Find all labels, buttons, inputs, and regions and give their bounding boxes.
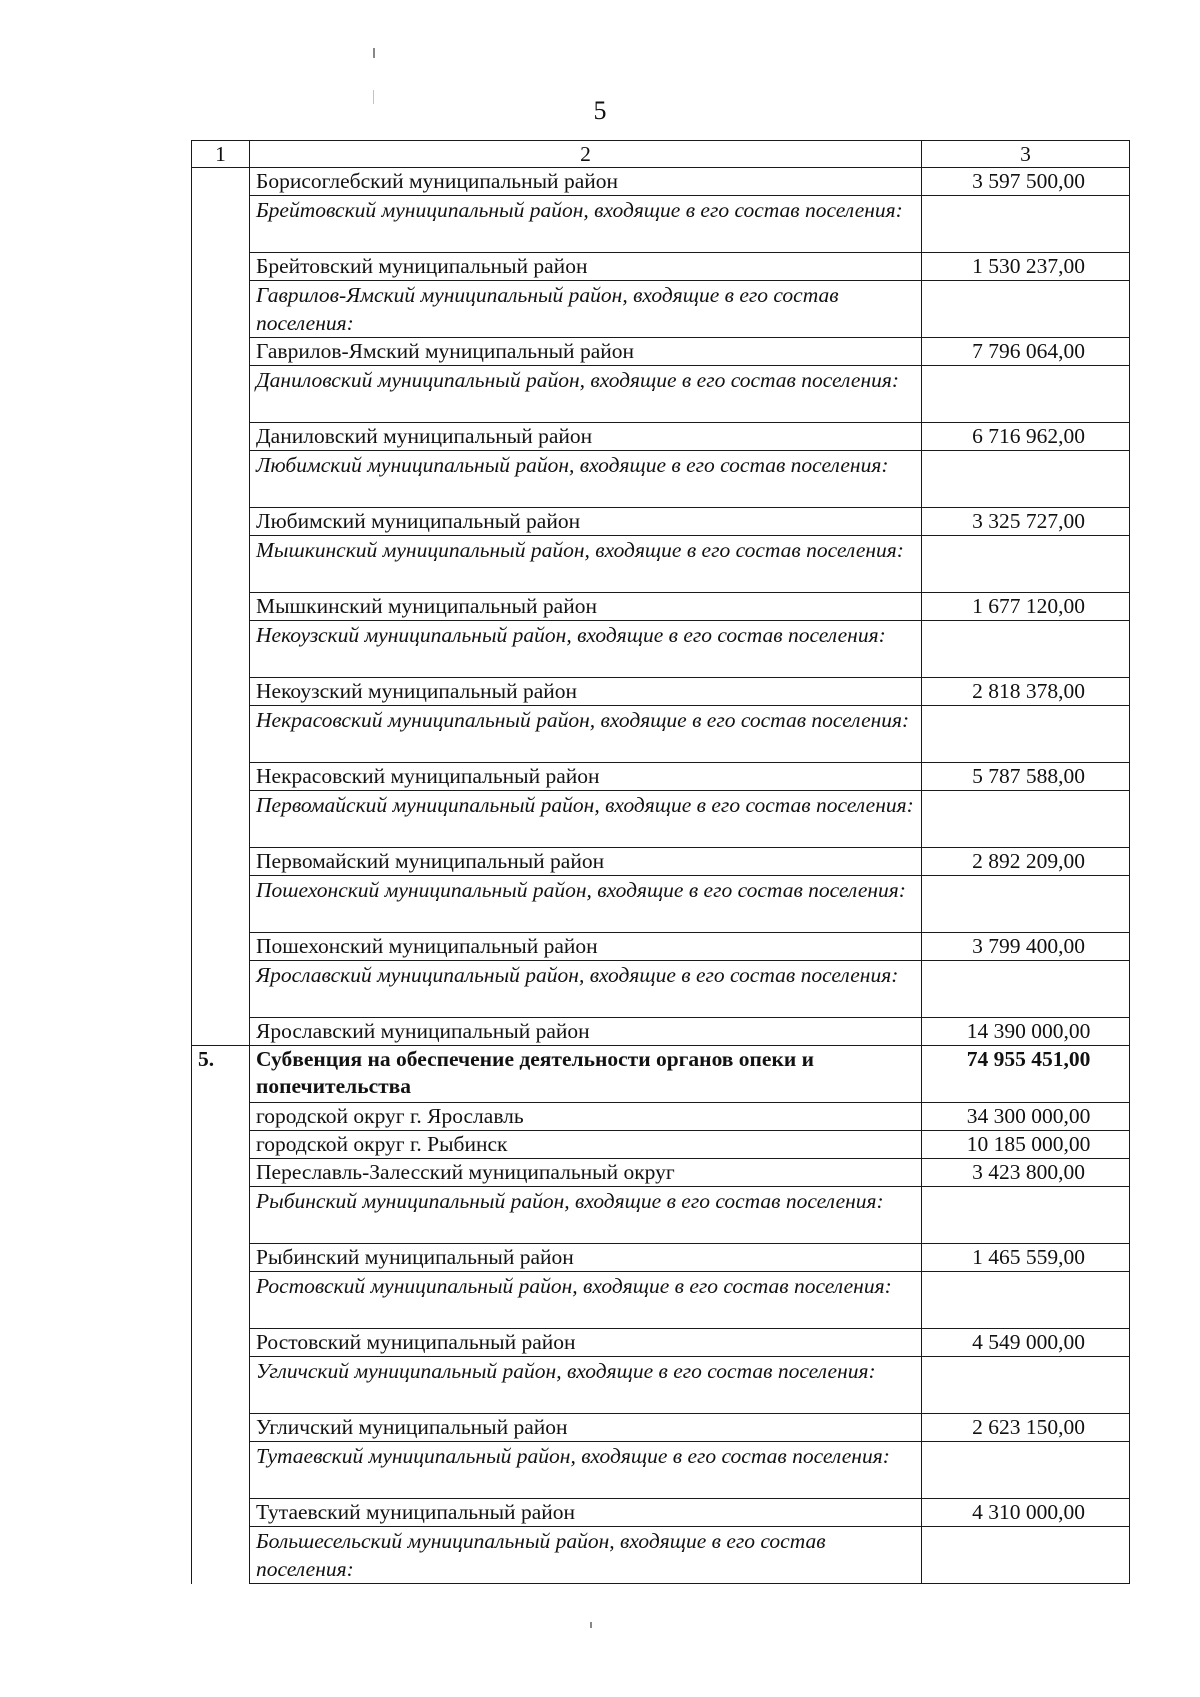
row-name-cell: городской округ г. Рыбинск xyxy=(250,1131,922,1159)
row-name-cell: Гаврилов-Ямский муниципальный район xyxy=(250,338,922,366)
table-row xyxy=(192,1527,1130,1584)
row-name-cell: Переславль-Залесский муниципальный округ xyxy=(250,1159,922,1187)
row-amount-cell xyxy=(922,961,1130,1018)
row-amount-cell: 74 955 451,00 xyxy=(922,1046,1130,1103)
table-row xyxy=(192,253,1130,281)
scan-mark xyxy=(590,1622,592,1628)
row-number-cell xyxy=(192,876,250,933)
row-name-cell: Гаврилов-Ямский муниципальный район, входящие в его состав поселения: xyxy=(250,281,922,338)
row-name-cell: Борисоглебский муниципальный район xyxy=(250,168,922,196)
table-row xyxy=(192,1187,1130,1244)
row-amount-cell: 14 390 000,00 xyxy=(922,1018,1130,1046)
table-row xyxy=(192,281,1130,338)
table-row xyxy=(192,168,1130,196)
row-name-cell: городской округ г. Ярославль xyxy=(250,1103,922,1131)
row-amount-cell xyxy=(922,281,1130,338)
row-number-cell xyxy=(192,678,250,706)
table-header-row xyxy=(192,141,1130,168)
table-row xyxy=(192,678,1130,706)
row-amount-cell xyxy=(922,196,1130,253)
table-row xyxy=(192,1046,1130,1103)
table-row xyxy=(192,423,1130,451)
row-number-cell xyxy=(192,451,250,508)
table-row xyxy=(192,961,1130,1018)
row-number-cell xyxy=(192,168,250,196)
row-number-cell: 5. xyxy=(192,1046,250,1103)
row-name-cell: Пошехонский муниципальный район xyxy=(250,933,922,961)
row-amount-cell xyxy=(922,1357,1130,1414)
row-number-cell xyxy=(192,933,250,961)
row-name-cell: Ярославский муниципальный район, входящие в его состав поселения: xyxy=(250,961,922,1018)
row-name-cell: Некоузский муниципальный район xyxy=(250,678,922,706)
row-number-cell xyxy=(192,593,250,621)
table-row xyxy=(192,1499,1130,1527)
row-name-cell: Любимский муниципальный район, входящие в его состав поселения: xyxy=(250,451,922,508)
row-number-cell xyxy=(192,706,250,763)
row-amount-cell xyxy=(922,536,1130,593)
row-number-cell xyxy=(192,281,250,338)
table-row xyxy=(192,848,1130,876)
row-amount-cell: 4 310 000,00 xyxy=(922,1499,1130,1527)
row-name-cell: Даниловский муниципальный район, входящие в его состав поселения: xyxy=(250,366,922,423)
row-number-cell xyxy=(192,1244,250,1272)
row-number-cell xyxy=(192,1499,250,1527)
row-amount-cell: 5 787 588,00 xyxy=(922,763,1130,791)
row-amount-cell xyxy=(922,451,1130,508)
row-amount-cell: 2 892 209,00 xyxy=(922,848,1130,876)
table-row xyxy=(192,366,1130,423)
row-number-cell xyxy=(192,1018,250,1046)
row-number-cell xyxy=(192,1414,250,1442)
row-number-cell xyxy=(192,423,250,451)
table-row xyxy=(192,621,1130,678)
row-name-cell: Некоузский муниципальный район, входящие в его состав поселения: xyxy=(250,621,922,678)
row-number-cell xyxy=(192,508,250,536)
table-row xyxy=(192,451,1130,508)
row-name-cell: Рыбинский муниципальный район xyxy=(250,1244,922,1272)
row-name-cell: Некрасовский муниципальный район, входящие в его состав поселения: xyxy=(250,706,922,763)
row-name-cell: Субвенция на обеспечение деятельности органов опеки и попечительства xyxy=(250,1046,922,1103)
column-header-1: 1 xyxy=(192,141,250,168)
row-amount-cell: 1 530 237,00 xyxy=(922,253,1130,281)
row-name-cell: Брейтовский муниципальный район xyxy=(250,253,922,281)
row-amount-cell xyxy=(922,706,1130,763)
table-row xyxy=(192,1131,1130,1159)
table-row xyxy=(192,1103,1130,1131)
row-number-cell xyxy=(192,1527,250,1584)
row-number-cell xyxy=(192,253,250,281)
row-name-cell: Пошехонский муниципальный район, входящие в его состав поселения: xyxy=(250,876,922,933)
row-number-cell xyxy=(192,1357,250,1414)
row-amount-cell: 10 185 000,00 xyxy=(922,1131,1130,1159)
row-number-cell xyxy=(192,536,250,593)
row-amount-cell: 3 325 727,00 xyxy=(922,508,1130,536)
row-number-cell xyxy=(192,1131,250,1159)
row-name-cell: Любимский муниципальный район xyxy=(250,508,922,536)
row-number-cell xyxy=(192,1442,250,1499)
scan-mark xyxy=(373,48,375,58)
row-name-cell: Ярославский муниципальный район xyxy=(250,1018,922,1046)
row-name-cell: Некрасовский муниципальный район xyxy=(250,763,922,791)
table-row xyxy=(192,1272,1130,1329)
row-number-cell xyxy=(192,1187,250,1244)
table-row xyxy=(192,791,1130,848)
table-row xyxy=(192,1018,1130,1046)
row-number-cell xyxy=(192,961,250,1018)
table-row xyxy=(192,933,1130,961)
row-number-cell xyxy=(192,791,250,848)
row-name-cell: Большесельский муниципальный район, входящие в его состав поселения: xyxy=(250,1527,922,1584)
row-amount-cell: 3 799 400,00 xyxy=(922,933,1130,961)
table-row xyxy=(192,876,1130,933)
row-amount-cell: 7 796 064,00 xyxy=(922,338,1130,366)
row-number-cell xyxy=(192,1272,250,1329)
row-amount-cell xyxy=(922,791,1130,848)
row-number-cell xyxy=(192,338,250,366)
table-row xyxy=(192,508,1130,536)
row-number-cell xyxy=(192,1159,250,1187)
row-name-cell: Мышкинский муниципальный район xyxy=(250,593,922,621)
row-name-cell: Угличский муниципальный район, входящие в его состав поселения: xyxy=(250,1357,922,1414)
page-number: 5 xyxy=(593,96,607,125)
table-row xyxy=(192,706,1130,763)
row-name-cell: Тутаевский муниципальный район, входящие в его состав поселения: xyxy=(250,1442,922,1499)
row-name-cell: Первомайский муниципальный район, входящие в его состав поселения: xyxy=(250,791,922,848)
column-header-3: 3 xyxy=(922,141,1130,168)
row-amount-cell: 1 465 559,00 xyxy=(922,1244,1130,1272)
row-name-cell: Даниловский муниципальный район xyxy=(250,423,922,451)
row-name-cell: Брейтовский муниципальный район, входящие в его состав поселения: xyxy=(250,196,922,253)
table-row xyxy=(192,763,1130,791)
row-name-cell: Тутаевский муниципальный район xyxy=(250,1499,922,1527)
row-number-cell xyxy=(192,763,250,791)
row-amount-cell: 2 818 378,00 xyxy=(922,678,1130,706)
row-number-cell xyxy=(192,848,250,876)
table-row xyxy=(192,1244,1130,1272)
row-amount-cell xyxy=(922,621,1130,678)
table-row xyxy=(192,1329,1130,1357)
table-row xyxy=(192,1442,1130,1499)
column-header-2: 2 xyxy=(250,141,922,168)
row-amount-cell xyxy=(922,366,1130,423)
row-amount-cell: 1 677 120,00 xyxy=(922,593,1130,621)
row-amount-cell: 3 423 800,00 xyxy=(922,1159,1130,1187)
row-number-cell xyxy=(192,621,250,678)
row-number-cell xyxy=(192,196,250,253)
allocation-table xyxy=(191,140,1130,1584)
row-amount-cell xyxy=(922,1272,1130,1329)
row-number-cell xyxy=(192,1103,250,1131)
table-row xyxy=(192,1159,1130,1187)
table-row xyxy=(192,1414,1130,1442)
row-name-cell: Рыбинский муниципальный район, входящие в его состав поселения: xyxy=(250,1187,922,1244)
row-name-cell: Ростовский муниципальный район xyxy=(250,1329,922,1357)
row-amount-cell: 2 623 150,00 xyxy=(922,1414,1130,1442)
row-name-cell: Ростовский муниципальный район, входящие в его состав поселения: xyxy=(250,1272,922,1329)
row-number-cell xyxy=(192,366,250,423)
row-amount-cell xyxy=(922,876,1130,933)
row-name-cell: Угличский муниципальный район xyxy=(250,1414,922,1442)
row-amount-cell: 3 597 500,00 xyxy=(922,168,1130,196)
table-row xyxy=(192,536,1130,593)
table-row xyxy=(192,593,1130,621)
table-row xyxy=(192,338,1130,366)
table-row xyxy=(192,196,1130,253)
row-amount-cell: 34 300 000,00 xyxy=(922,1103,1130,1131)
table-row xyxy=(192,1357,1130,1414)
row-name-cell: Мышкинский муниципальный район, входящие в его состав поселения: xyxy=(250,536,922,593)
scan-mark xyxy=(373,90,374,104)
row-amount-cell xyxy=(922,1442,1130,1499)
row-amount-cell xyxy=(922,1527,1130,1584)
row-amount-cell: 6 716 962,00 xyxy=(922,423,1130,451)
row-amount-cell xyxy=(922,1187,1130,1244)
row-amount-cell: 4 549 000,00 xyxy=(922,1329,1130,1357)
row-name-cell: Первомайский муниципальный район xyxy=(250,848,922,876)
row-number-cell xyxy=(192,1329,250,1357)
